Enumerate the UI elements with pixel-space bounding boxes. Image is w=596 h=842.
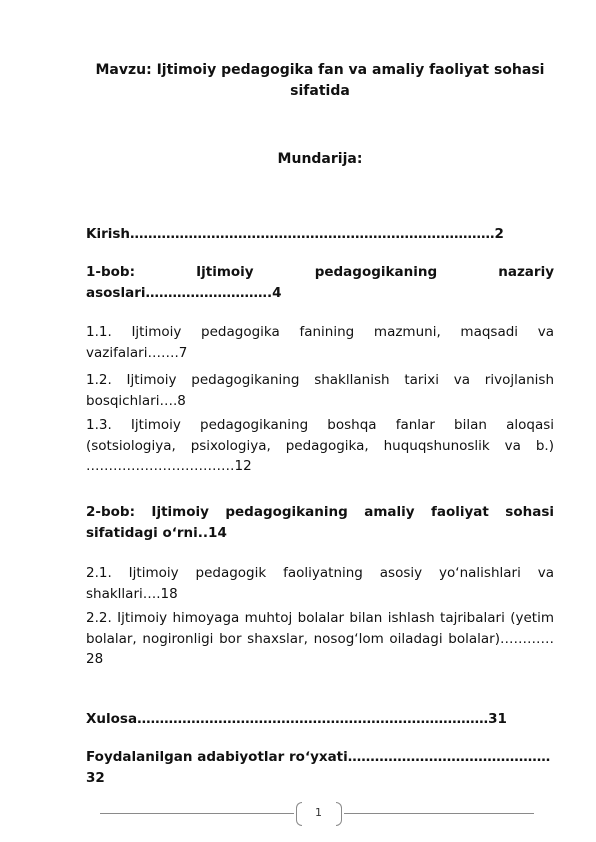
footer-bracket-right: [336, 802, 342, 826]
toc-entry-section-2-2: 2.2. Ijtimoiy himoyaga muhtoj bolalar bilan ishlash tajribalari (yetim bolalar, nogironligi bor shaxslar, nosogʻlom oiladagi bolalar)…………28: [86, 610, 554, 667]
document-title: Mavzu: Ijtimoiy pedagogika fan va amaliy faoliyat sohasi sifatida: [95, 62, 545, 99]
toc-entry-intro: Kirish………………………………………………………………………2: [86, 226, 504, 242]
toc-entry-references: Foydalanilgan adabiyotlar roʻyxati………………………………………32: [86, 749, 551, 786]
toc-entry-chapter-2: 2-bob: Ijtimoiy pedagogikaning amaliy faoliyat sohasi sifatidagi oʻrni..14: [86, 504, 554, 541]
footer-divider-right: [344, 813, 534, 814]
toc-entry-chapter-1: 1-bob: Ijtimoiy pedagogikaning nazariy asoslari……………………….4: [86, 264, 554, 301]
toc-entry-section-1-2: 1.2. Ijtimoiy pedagogikaning shakllanish tarixi va rivojlanish bosqichlari….8: [86, 372, 554, 409]
page-footer: [0, 800, 596, 828]
toc-entry-section-2-1: 2.1. Ijtimoiy pedagogik faoliyatning asosiy yoʻnalishlari va shakllari….18: [86, 565, 554, 602]
footer-divider-left: [100, 813, 294, 814]
toc-entry-conclusion: Xulosa……………………………………………………………………31: [86, 711, 507, 727]
toc-entry-section-1-1: 1.1. Ijtimoiy pedagogika fanining mazmuni, maqsadi va vazifalari…….7: [86, 324, 554, 361]
toc-entry-section-1-3: 1.3. Ijtimoiy pedagogikaning boshqa fanlar bilan aloqasi (sotsiologiya, psixologiya, pedagogika, huquqshunoslik va b.) ……………………………12: [86, 417, 554, 474]
page-number: 1: [315, 806, 322, 819]
contents-heading: Mundarija:: [277, 151, 363, 167]
